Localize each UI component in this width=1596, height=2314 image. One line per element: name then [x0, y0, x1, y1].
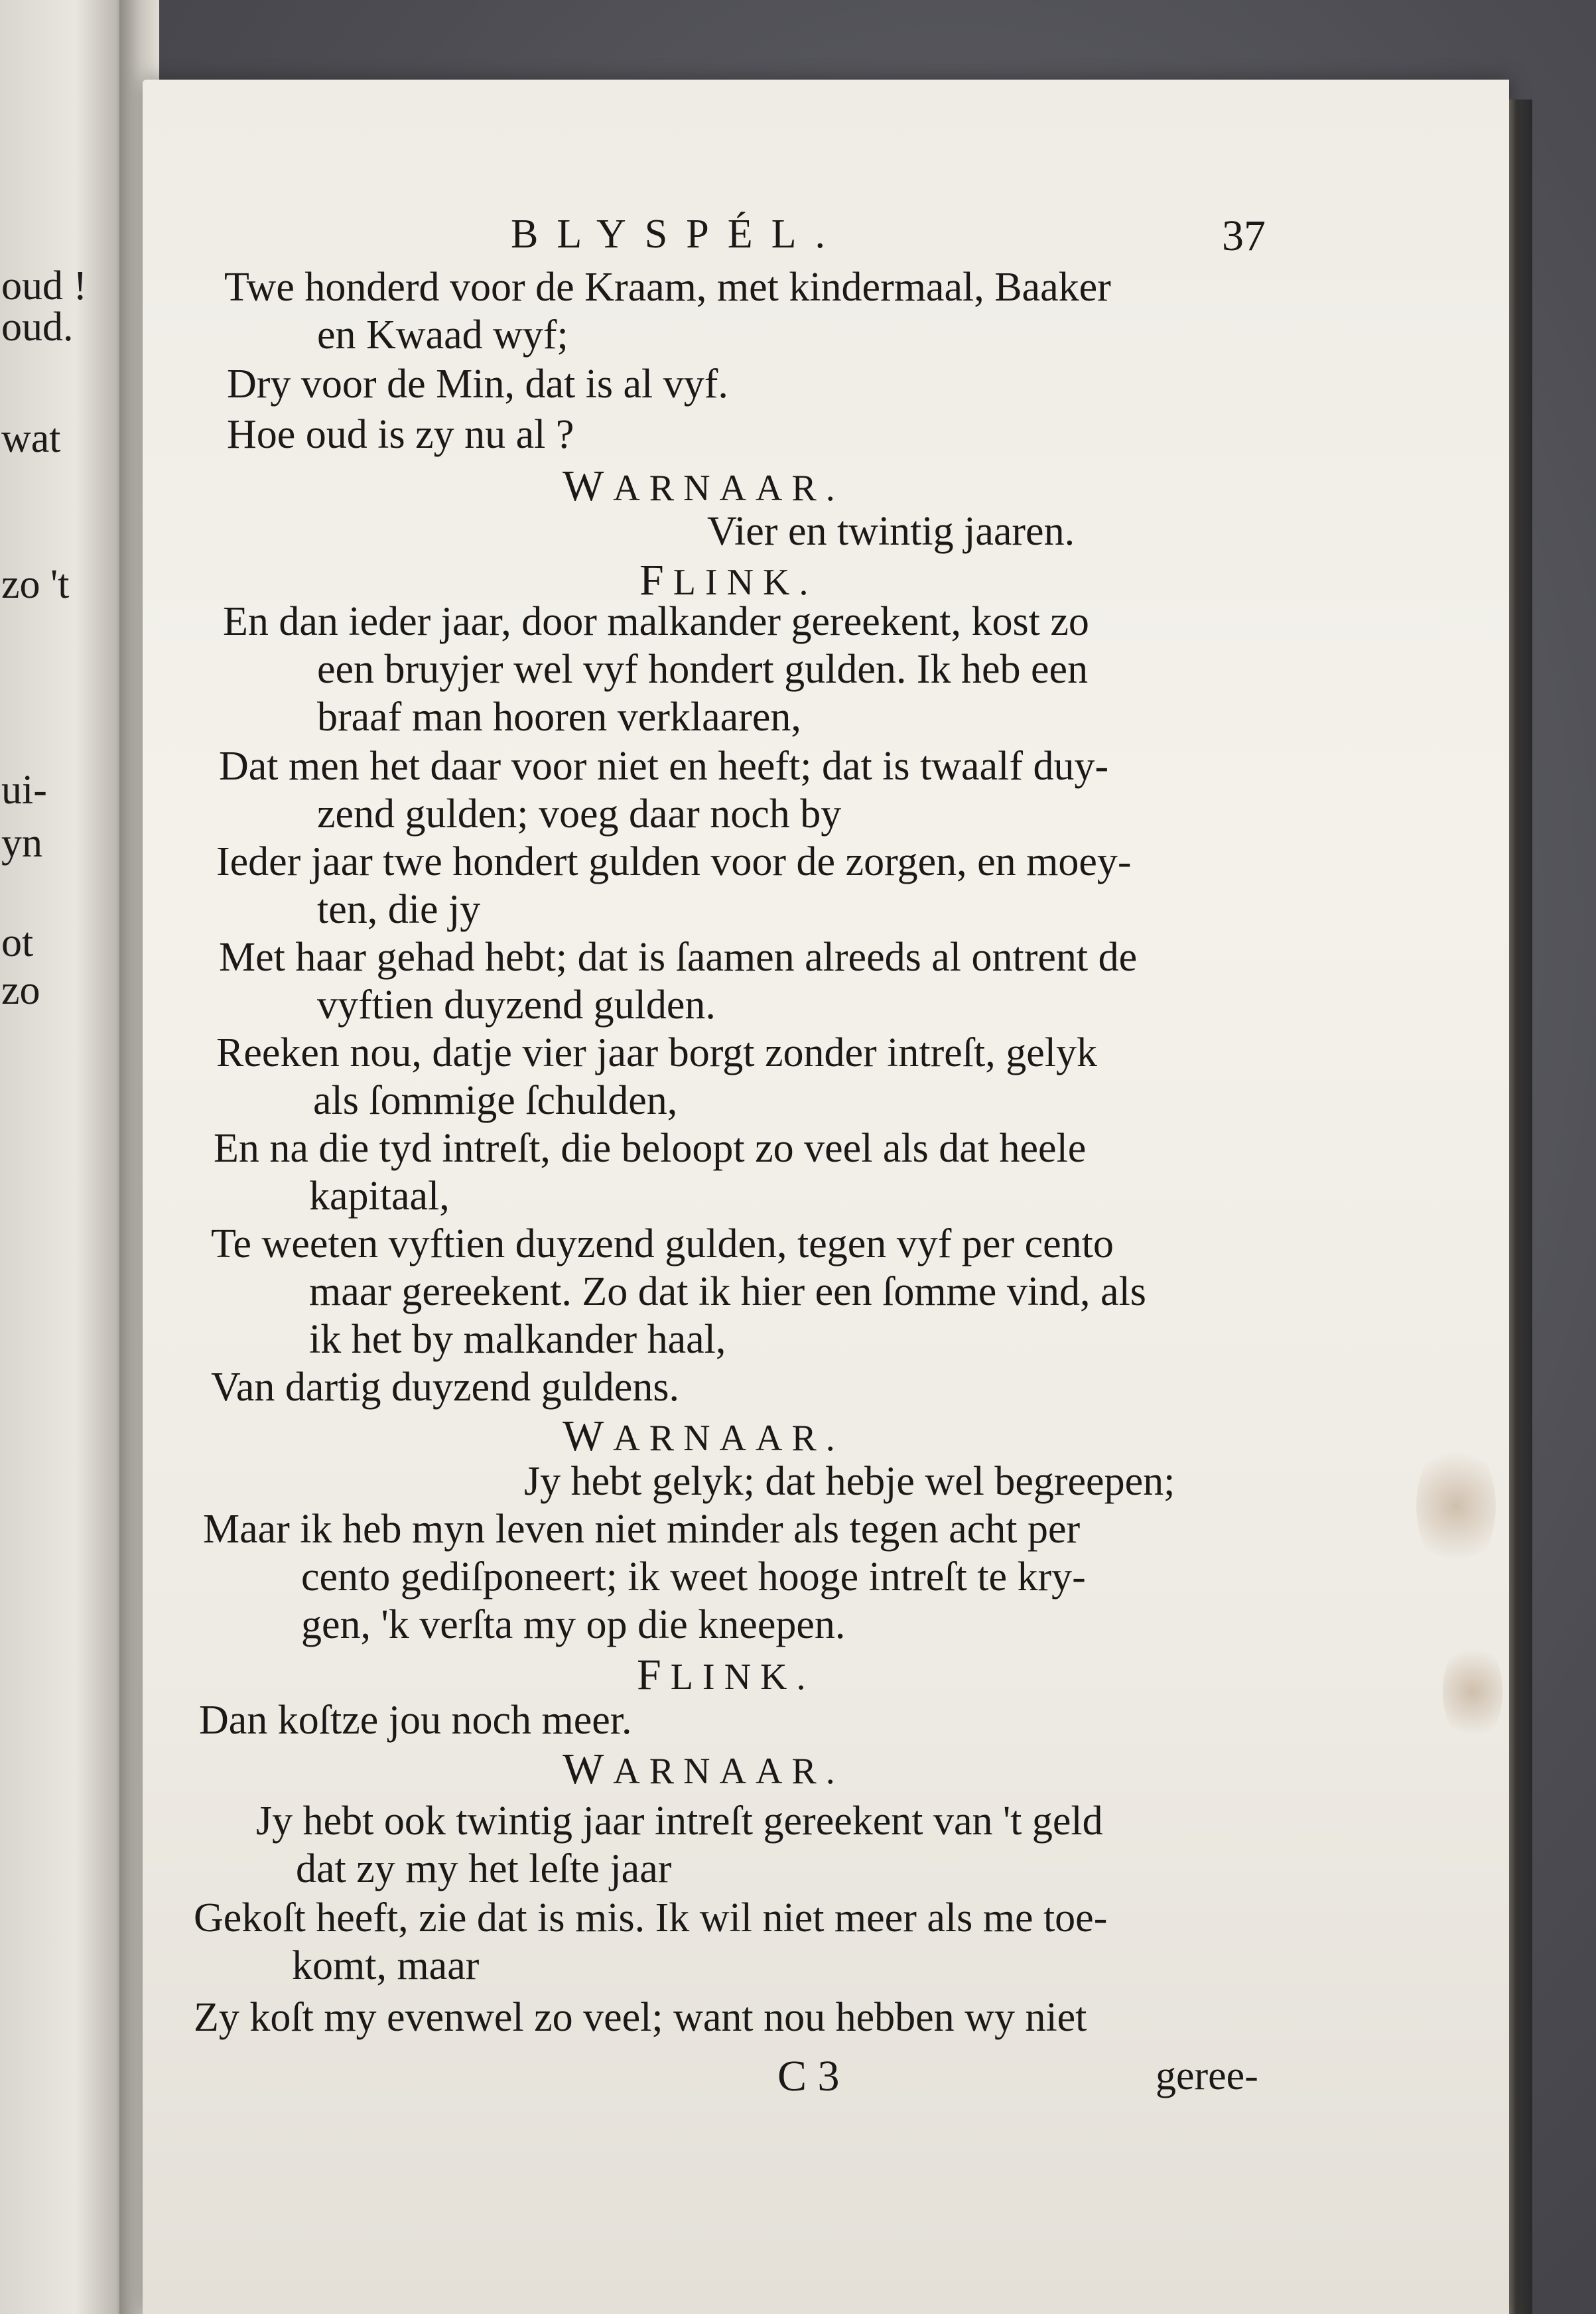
text-line: ten, die jy — [317, 887, 481, 932]
text-line: als ſommige ſchulden, — [313, 1078, 678, 1123]
text-line: Ieder jaar twe hondert gulden voor de zorgen, en moey- — [216, 839, 1132, 884]
text-line: Van dartig duyzend guldens. — [211, 1365, 679, 1410]
text-line: Met haar gehad hebt; dat is ſaamen alreeds al ontrent de — [219, 935, 1138, 980]
text-line: ik het by malkander haal, — [309, 1317, 726, 1362]
text-line: Dry voor de Min, dat is al vyf. — [227, 362, 728, 407]
catchword: geree- — [1156, 2053, 1258, 2098]
text-line: Reeken nou, datje vier jaar borgt zonder intreſt, gelyk — [216, 1030, 1097, 1075]
text-line: Gekoſt heeft, zie dat is mis. Ik wil niet meer als me toe- — [194, 1895, 1108, 1940]
speaker-name: WARNAAR. — [563, 1745, 844, 1793]
text-line: en Kwaad wyf; — [317, 312, 568, 358]
speaker-name: FLINK. — [639, 556, 818, 604]
left-page-fragment: zo — [1, 968, 40, 1013]
paper-stain — [1443, 1639, 1502, 1745]
speaker-name: WARNAAR. — [563, 1412, 844, 1460]
text-line: Twe honderd voor de Kraam, met kindermaal, Baaker — [224, 265, 1111, 310]
left-page-fragment: zo 't — [1, 562, 70, 607]
text-line: gen, 'k verſta my op die kneepen. — [301, 1602, 846, 1647]
text-line: kapitaal, — [309, 1174, 450, 1219]
facing-page-left — [0, 0, 126, 2314]
left-page-fragment: ot — [1, 920, 34, 965]
text-line: En na die tyd intreſt, die beloopt zo veel als dat heele — [214, 1126, 1087, 1171]
text-line: dat zy my het leſte jaar — [296, 1846, 672, 1891]
text-line: Hoe oud is zy nu al ? — [227, 412, 574, 457]
left-page-fragment: wat — [1, 416, 61, 461]
signature-mark: C 3 — [777, 2052, 840, 2100]
speaker-name: WARNAAR. — [563, 462, 844, 510]
text-line: komt, maar — [292, 1943, 480, 1988]
text-line: een bruyjer wel vyf hondert gulden. Ik heb een — [317, 647, 1089, 692]
text-line: braaf man hooren verklaaren, — [317, 695, 801, 740]
text-line: Te weeten vyftien duyzend gulden, tegen vyf per cento — [211, 1221, 1114, 1266]
text-line: Dan koſtze jou noch meer. — [199, 1698, 632, 1743]
text-line: maar gereekent. Zo dat ik hier een ſomme vind, als — [309, 1269, 1146, 1314]
left-page-fragment: ui- — [1, 768, 47, 813]
text-line: cento gediſponeert; ik weet hooge intreſt te kry- — [301, 1554, 1086, 1599]
text-line: Jy hebt gelyk; dat hebje wel begreepen; — [524, 1459, 1175, 1504]
text-line: Zy koſt my evenwel zo veel; want nou hebben wy niet — [194, 1995, 1087, 2040]
text-line: Jy hebt ook twintig jaar intreſt gereekent van 't geld — [256, 1799, 1103, 1844]
text-line: Vier en twintig jaaren. — [707, 509, 1075, 554]
text-line: Dat men het daar voor niet en heeft; dat is twaalf duy- — [219, 744, 1109, 789]
speaker-name: FLINK. — [637, 1651, 815, 1699]
left-page-fragment: oud. — [1, 305, 74, 350]
text-line: vyftien duyzend gulden. — [317, 983, 716, 1028]
text-line: Maar ik heb myn leven niet minder als tegen acht per — [203, 1507, 1081, 1552]
running-head: BLYSPÉL. — [511, 212, 844, 257]
text-line: En dan ieder jaar, door malkander gereekent, kost zo — [223, 599, 1089, 644]
left-page-fragment: yn — [1, 821, 42, 866]
page-number: 37 — [1222, 212, 1266, 260]
text-line: zend gulden; voeg daar noch by — [317, 791, 842, 837]
paper-stain — [1416, 1440, 1496, 1572]
left-page-fragment: oud ! — [1, 263, 88, 308]
